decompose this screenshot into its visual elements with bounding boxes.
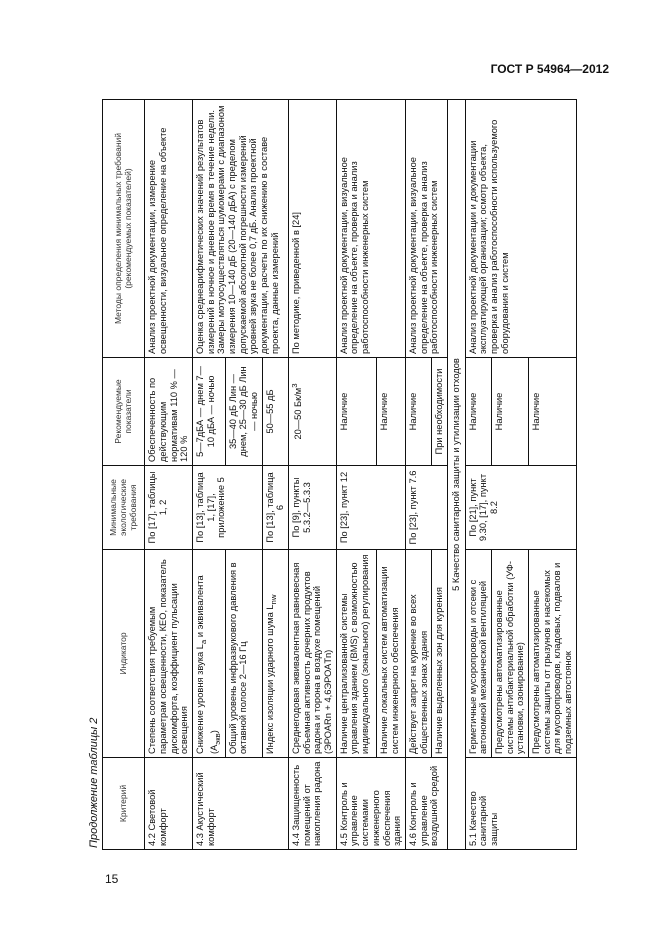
section-row <box>447 100 465 850</box>
criterion-cell: 4.3 Акустический комфорт <box>193 758 289 850</box>
indicator-cell: Предусмотрены автоматизированные системы антибактериальной обработки (УФ-установки, озонирование) <box>492 550 529 758</box>
indicator-cell: Индекс изоляции ударного шума $L_{nw}$ <box>262 550 288 758</box>
criterion-cell: 5.1 Качество санитарной защиты <box>465 758 576 850</box>
indicator-cell: Снижение уровня звука $L_a$ и эквивалента $(A_{экв})$ <box>193 550 226 758</box>
col-indicator: Индикатор <box>103 550 145 758</box>
requirements-cell: По [13], таблица 1, [17], приложение 5 <box>193 466 263 550</box>
continuation-caption: Продолжение таблицы 2 <box>88 717 100 848</box>
table-row <box>193 100 226 850</box>
section-heading: 5 Качество санитарной защиты и утилизации отходов <box>447 100 465 850</box>
recommended-cell: Наличие <box>405 358 431 466</box>
methods-cell: Оценка среднеарифметических значений результатов измерений в ночное и дневное время в течение недели. Замеры мотуосуществляться шумомерами с диапазоном измерения 10—140 дБ (20—140 дБА) с пределом допускаемой абсолютной погрешности измерений уровней звука не более 0,7 дБ. Анализ проектной документации, расчеты по их снижению в составе проекта, данные измерений <box>193 100 289 358</box>
methods-cell: Анализ проектной документации, измерение освещенности, визуальное определение на объекте <box>145 100 193 358</box>
recommended-cell: 50—55 дБ <box>262 358 288 466</box>
requirements-cell: По [17], таблицы 1, 2 <box>145 466 193 550</box>
col-criterion: Критерий <box>103 758 145 850</box>
requirements-cell: По [13], таблица 6 <box>262 466 288 550</box>
recommended-cell: Наличие <box>465 358 491 466</box>
recommended-cell: Наличие <box>377 358 406 466</box>
table-header-row <box>103 100 145 850</box>
indicator-cell: Степень соответствия требуемым параметрам освещенности, КЕО, показатель дискомфорта, коэффициент пульсации освещения <box>145 550 193 758</box>
indicator-cell: Среднегодовая эквивалентная равновесная объемная активность дочерних продуктов радона и торона в воздухе помещений (ЭРОАRn + 4,6ЭРОАTn) <box>289 550 337 758</box>
recommended-cell: 20—50 $Бк/м^3$ <box>289 358 337 466</box>
page-number: 15 <box>105 872 119 886</box>
requirements-table <box>102 99 577 850</box>
methods-cell: Анализ проектной документации, визуальное определение на объекте, проверка и анализ работоспособности инженерных систем <box>405 100 447 358</box>
indicator-cell: Наличие выделенных зон для курения <box>432 550 448 758</box>
recommended-cell: 5—7дБА — днем 7—10 дБА — ночью <box>193 358 226 466</box>
standard-header: ГОСТ Р 54964—2012 <box>490 62 609 76</box>
criterion-cell: 4.2 Световой комфорт <box>145 758 193 850</box>
indicator-cell: Герметичные мусоропроводы и отсеки с автономной механической вентиляцией <box>465 550 491 758</box>
indicator-cell: Действует запрет на курение во всех общественных зонах здания <box>405 550 431 758</box>
requirements-cell: По [9], пункты 5.3.2—5.3.3 <box>289 466 337 550</box>
methods-cell: Анализ проектной документации, визуальное определение на объекте, проверка и анализ работоспособности инженерных систем <box>336 100 405 358</box>
recommended-cell: Наличие <box>492 358 529 466</box>
criterion-cell: 4.5 Контроль и управление системами инженерного обеспечения здания <box>336 758 405 850</box>
rotated-page-content <box>88 100 618 850</box>
recommended-cell: При необходимости <box>432 358 448 466</box>
table-row <box>289 100 337 850</box>
requirements-cell: По [23], пункт 12 <box>336 466 405 550</box>
indicator-cell: Общий уровень инфразвукового давления в октавной полосе 2—16 Гц <box>225 550 262 758</box>
methods-cell: Анализ проектной документации и документации эксплуатирующей организации; осмотр объекта, проверка и анализ работоспособности используемого оборудования и систем <box>465 100 576 358</box>
indicator-cell: Наличие централизованной системы управления зданием (BMS) с возможностью индивидуального (зонального) регулирования <box>336 550 376 758</box>
col-requirements: Минимальные экологические требования <box>103 466 145 550</box>
methods-cell: По методике, приведенной в [24] <box>289 100 337 358</box>
requirements-cell: По [21], пункт 9.30, [17], пункт 8.2 <box>465 466 576 550</box>
table-row <box>405 100 431 850</box>
recommended-cell: Обеспеченность по действующим нормативам 110 % — 120 % <box>145 358 193 466</box>
col-recommended: Рекомендуемые показатели <box>103 358 145 466</box>
criterion-cell: 4.4 Защищенность помещений от накопления радона <box>289 758 337 850</box>
criterion-cell: 4.6 Контроль и управление воздушной средой <box>405 758 447 850</box>
requirements-cell: По [23], пункт 7.6 <box>405 466 447 550</box>
indicator-cell: Предусмотрены автоматизированные системы защиты от грызунов и насекомых для мусоропроводов, кладовых, подвалов и подземных автостоянок <box>529 550 577 758</box>
table-row <box>336 100 376 850</box>
recommended-cell: Наличие <box>336 358 376 466</box>
recommended-cell: 35—40 дБ Лин — днем, 25—30 дБ Лин — ночью <box>225 358 262 466</box>
table-row <box>465 100 491 850</box>
recommended-cell: Наличие <box>529 358 577 466</box>
table-row <box>145 100 193 850</box>
indicator-cell: Наличие локальных систем автоматизации систем инженерного обеспечения <box>377 550 406 758</box>
col-methods: Методы определения минимальных требований (рекомендуемых показателей) <box>103 100 145 358</box>
